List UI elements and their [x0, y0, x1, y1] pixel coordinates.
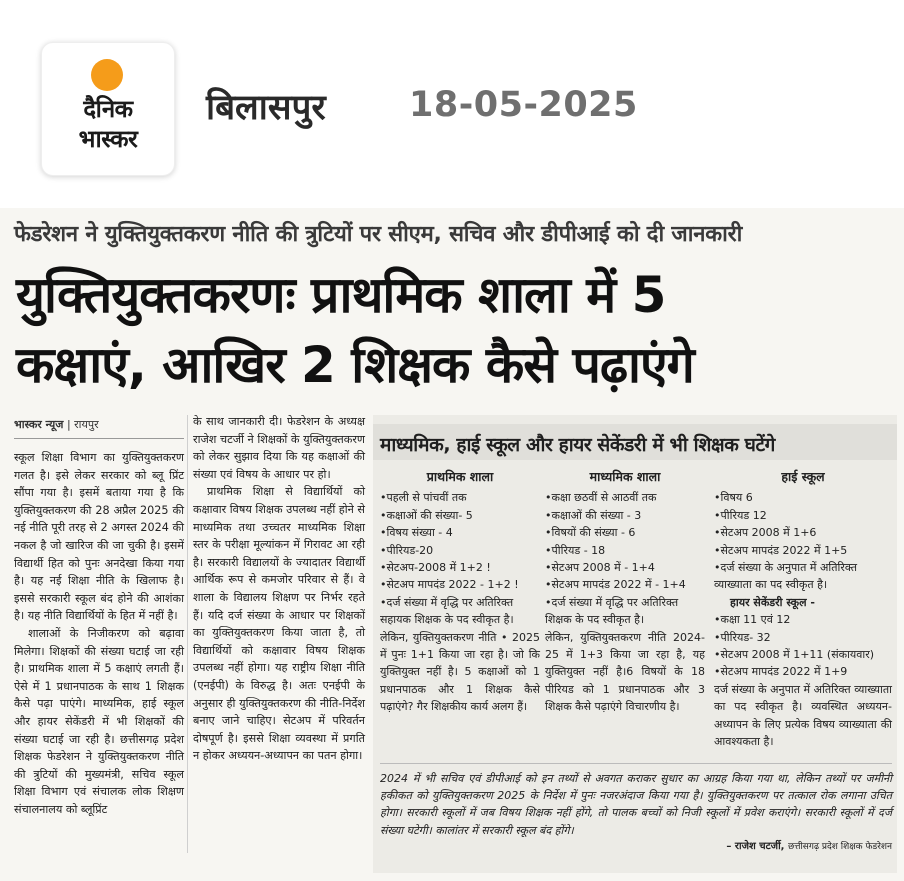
list-item: • पीरियड 12: [714, 507, 892, 524]
list-item: • विषय 6: [714, 489, 892, 506]
list-item: • दर्ज संख्या में वृद्धि पर अतिरिक्त शिक्षक के पद स्वीकृत है।: [545, 594, 705, 629]
list-item: • सेटअप 2008 में 1+6: [714, 524, 892, 541]
list-item: • सेटअप मापदंड 2022 में 1+9: [714, 663, 892, 680]
article-column-1: [14, 449, 184, 818]
article-paragraph: प्राथमिक शिक्षा से विद्यार्थियों को कक्षावार विषय शिक्षक उपलब्ध नहीं होने से माध्यमिक तथा उच्चतर माध्यमिक शिक्षा स्तर के परीक्षा मूल्यांकन में गिरावट आ रही है। सरकारी विद्यालयों के ज्यादातर विद्यार्थी आर्थिक रूप से कमजोर परिवार से हैं। वे शाला के विद्यालय शिक्षण पर निर्भर रहते हैं। यदि दर्ज संख्या के आधार पर शिक्षकों का युक्तियुक्तकरण किया जाता है, तो विद्यार्थियों को कक्षावार विषय शिक्षक उपलब्ध नहीं होगा। यह राष्ट्रीय शिक्षा नीति (एनईपी) के विरुद्ध है। अतः एनईपी के अनुसार ही युक्तियुक्तकरण की नीति-निर्देश बनाए जाने चाहिए। सेटअप में परिवर्तन दोषपूर्ण है। इससे शिक्षा व्यवस्था में प्रगति न होकर अध्ययन-अध्यापन का पतन होगा।: [193, 485, 365, 763]
high-school-note: दर्ज संख्या के अनुपात में अतिरिक्त व्याख्याता का पद स्वीकृत है। व्यवस्थित अध्ययन-अध्यापन के लिए प्रत्येक विषय व्याख्याता की आवश्यकता है।: [714, 682, 892, 749]
sun-icon: [91, 59, 123, 91]
list-item: • कक्षाओं की संख्या - 3: [545, 507, 705, 524]
list-item: • विषयों की संख्या - 6: [545, 524, 705, 541]
article-paragraph: स्कूल शिक्षा विभाग का युक्तियुक्तकरण गलत है। इसे लेकर सरकार को ब्लू प्रिंट सौंपा गया है। इसमें बताया गया है कि युक्तियुक्तकरण की 28 अप्रैल 2025 की नई नीति पूरी तरह से 2 अगस्त 2024 की नकल है जो खारिज की जा चुकी है। इसमें विद्यार्थी हित को पुनः अनदेखा किया गया है। यह नई शिक्षा नीति के खिलाफ है। इससे सरकारी स्कूल बंद होने की आशंका है। यह नीति विद्यार्थियों के हित में नहीं है।: [14, 451, 184, 623]
headline-line-1: युक्तियुक्तकरणः प्राथमिक शाला में 5: [16, 266, 666, 324]
article-kicker: फेडरेशन ने युक्तियुक्तकरण नीति की त्रुटियों पर सीएम, सचिव और डीपीआई को दी जानकारी: [14, 222, 743, 247]
quote-organization: छत्तीसगढ़ प्रदेश शिक्षक फेडरेशन: [787, 842, 892, 852]
list-item: • सेटअप मापदंड 2022 में - 1+4: [545, 576, 705, 593]
list-item: • दर्ज संख्या के अनुपात में अतिरिक्त व्याख्याता का पद स्वीकृत है।: [714, 559, 892, 594]
list-item: • पीरियड- 32: [714, 629, 892, 646]
byline: [14, 417, 184, 432]
high-school-list: [714, 489, 892, 593]
logo-text-bottom: भास्कर: [78, 125, 138, 153]
list-item: • सेटअप 2008 में 1+11 (संकायवार): [714, 646, 892, 663]
edition-title: बिलासपुर: [206, 88, 326, 128]
middle-school-list: [545, 489, 705, 628]
info-box-title: माध्यमिक, हाई स्कूल और हायर सेकेंडरी में भी शिक्षक घटेंगे: [380, 434, 775, 456]
primary-school-note: लेकिन, युक्तियुक्तकरण नीति • 2025 में पुनः 1+1 किया जा रहा है। जो कि युक्तियुक्त नहीं है। 5 कक्षाओं को 1 प्रधानपाठक और 1 शिक्षक कैसे पढ़ाएंगे? गैर शिक्षकीय कार्य अलग हैं।: [380, 630, 540, 714]
column-divider: [187, 415, 188, 853]
byline-separator: |: [66, 418, 75, 431]
quote-author: – राजेश चटर्जी,: [726, 841, 785, 852]
article-paragraph: शालाओं के निजीकरण को बढ़ावा मिलेगा। शिक्षकों की संख्या घटाई जा रही है। प्राथमिक शाला में 5 कक्षाएं लगती हैं। ऐसे में 1 प्रधानपाठक के साथ 1 शिक्षक कैसे पढ़ा पाएंगे। माध्यमिक, हाई स्कूल और हायर सेकेंडरी में भी शिक्षकों की संख्या घटाई जा रही है। छत्तीसगढ़ प्रदेश शिक्षक फेडरेशन ने युक्तियुक्तकरण नीति की त्रुटियों की मुख्यमंत्री, सचिव स्कूल शिक्षा विभाग एवं संचालक लोक शिक्षण संचालनालय को ब्लूप्रिंट: [14, 626, 184, 816]
headline-line-2: कक्षाएं, आखिर 2 शिक्षक कैसे पढ़ाएंगे: [16, 336, 694, 394]
list-item: • कक्षा 11 एवं 12: [714, 611, 892, 628]
logo-text-top: दैनिक: [83, 95, 133, 123]
list-item: • पहली से पांचवीं तक: [380, 489, 540, 506]
pull-quote: 2024 में भी सचिव एवं डीपीआई को इन तथ्यों से अवगत कराकर सुधार का आग्रह किया गया था, लेकिन तथ्यों पर जमीनी हकीकत को युक्तियुक्तकरण 2025 के निर्देश में पुनः नजरअंदाज किया गया है। युक्तियुक्तकरण पर तत्काल रोक लगाना उचित होगा। सरकारी स्कूलों में जब विषय शिक्षक नहीं होंगे, तो पालक बच्चों को निजी स्कूलों में प्रवेश कराएंगे। सरकारी स्कूलों में दर्ज संख्या घटेगी। कालांतर में सरकारी स्कूल बंद होंगे।: [380, 772, 892, 837]
higher-secondary-heading: हायर सेकेंडरी स्कूल -: [730, 595, 815, 609]
list-item: • सेटअप-2008 में 1+2 !: [380, 559, 540, 576]
middle-school-note: लेकिन, युक्तियुक्तकरण नीति 2024-25 में 1+3 किया जा रहा है, यह युक्तियुक्त नहीं है।6 विषयों के 18 पीरियड को 1 प्रधानपाठक और 3 शिक्षक कैसे पढ़ाएंगे विचारणीय है।: [545, 630, 705, 714]
list-item: • दर्ज संख्या में वृद्धि पर अतिरिक्त सहायक शिक्षक के पद स्वीकृत है।: [380, 594, 540, 629]
list-item: • सेटअप मापदंड 2022 में 1+5: [714, 542, 892, 559]
middle-school-column: [545, 468, 705, 716]
list-item: • सेटअप 2008 में - 1+4: [545, 559, 705, 576]
edition-date: 18-05-2025: [409, 85, 638, 125]
quote-attribution: [660, 838, 892, 852]
high-school-heading: हाई स्कूल: [781, 469, 825, 484]
byline-city: रायपुर: [74, 418, 99, 431]
list-item: • विषय संख्या - 4: [380, 524, 540, 541]
list-item: • पीरियड - 18: [545, 542, 705, 559]
primary-school-list: [380, 489, 540, 628]
list-item: • सेटअप मापदंड 2022 - 1+2 !: [380, 576, 540, 593]
quote-divider: [380, 763, 892, 764]
primary-school-column: [380, 468, 540, 716]
article-column-2: [193, 413, 365, 765]
list-item: • कक्षा छठवीं से आठवीं तक: [545, 489, 705, 506]
list-item: • पीरियड-20: [380, 542, 540, 559]
list-item: • कक्षाओं की संख्या- 5: [380, 507, 540, 524]
middle-school-heading: माध्यमिक शाला: [589, 469, 661, 484]
higher-secondary-list: [714, 611, 892, 681]
high-school-column: [714, 468, 892, 751]
byline-divider: [14, 438, 184, 439]
app-header: [0, 0, 904, 190]
primary-school-heading: प्राथमिक शाला: [426, 469, 494, 484]
article-paragraph: के साथ जानकारी दी। फेडरेशन के अध्यक्ष राजेश चटर्जी ने शिक्षकों के युक्तियुक्तकरण को लेकर सुझाव दिया कि यह कक्षाओं की संख्या एवं विषय के आधार पर हो।: [193, 415, 365, 481]
byline-source: भास्कर न्यूज: [14, 418, 64, 431]
